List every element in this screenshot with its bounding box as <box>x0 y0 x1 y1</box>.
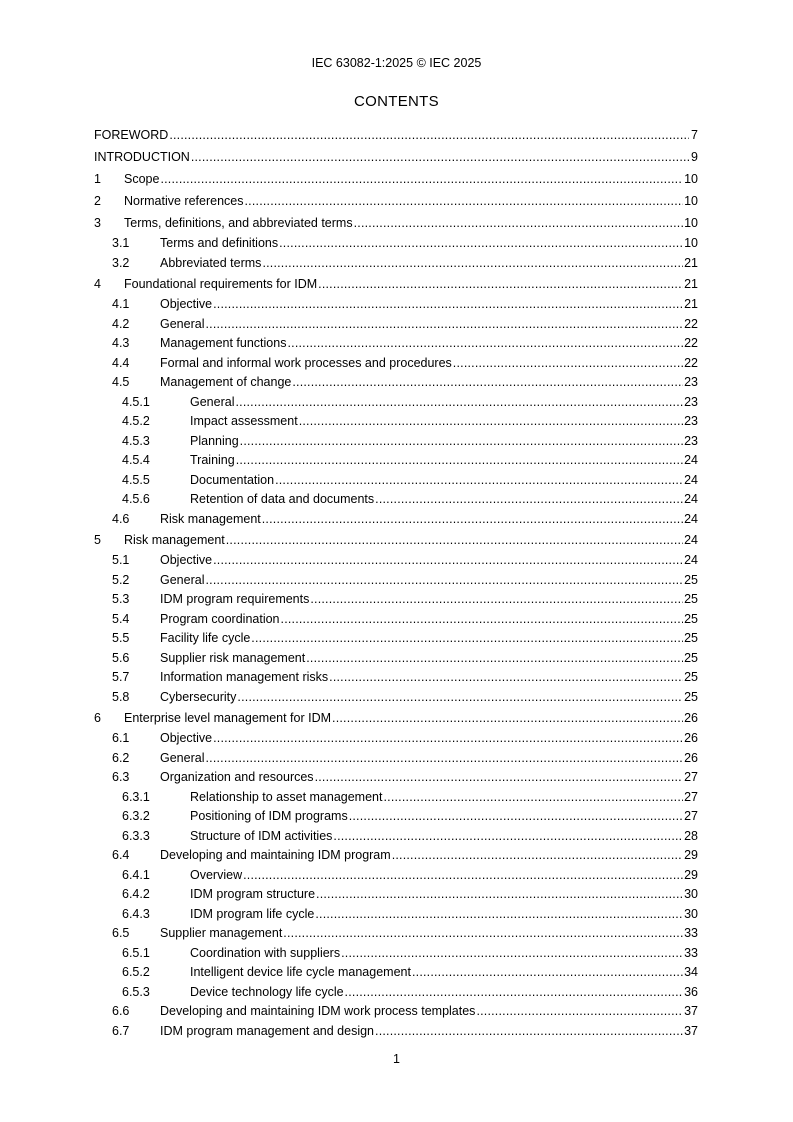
toc-entry[interactable] <box>94 1022 698 1042</box>
toc-entry-page: 25 <box>684 670 698 684</box>
toc-entry-title: Information management risks <box>160 670 329 684</box>
toc-entry-number: 4.3 <box>112 336 130 350</box>
toc-entry-title: General <box>160 572 205 587</box>
toc-entry-title: Formal and informal work processes and procedures <box>160 355 452 370</box>
toc-entry-number: 5.1 <box>112 553 130 567</box>
toc-entry-number: 4.5.4 <box>122 453 150 467</box>
toc-entry-title: Management functions <box>160 336 287 350</box>
toc-entry-page: 10 <box>684 194 698 208</box>
toc-entry[interactable] <box>94 963 698 983</box>
toc-entry-page: 24 <box>684 533 698 547</box>
toc-entry-number: 4.5.6 <box>122 492 150 506</box>
toc-entry-number: 6.6 <box>112 1004 130 1018</box>
dot-leader <box>332 707 683 729</box>
toc-entry-title: Coordination with suppliers <box>190 945 341 960</box>
dot-leader <box>262 254 683 274</box>
toc-entry-page: 36 <box>684 984 698 999</box>
toc-entry-page: 21 <box>684 255 698 270</box>
toc-entry-number: 4.5.5 <box>122 472 150 487</box>
toc-entry-title: General <box>190 394 235 409</box>
toc-entry[interactable] <box>94 729 698 749</box>
dot-leader <box>213 551 683 571</box>
toc-entry-title: IDM program requirements <box>160 592 310 606</box>
toc-entry-number: 4.5.1 <box>122 394 150 409</box>
toc-entry-page: 25 <box>684 650 698 665</box>
toc-entry-number: 6.3 <box>112 770 130 784</box>
toc-entry-page: 37 <box>684 1023 698 1038</box>
dot-leader <box>191 146 689 168</box>
page-number: 1 <box>393 1052 400 1066</box>
toc-entry[interactable] <box>94 168 698 190</box>
toc-entry-title: Objective <box>160 731 213 745</box>
toc-entry-title: Relationship to asset management <box>190 789 383 804</box>
toc-entry-title: Objective <box>160 297 213 311</box>
toc-entry[interactable] <box>94 866 698 886</box>
toc-entry-number: 4 <box>94 277 101 291</box>
toc-entry-title: Abbreviated terms <box>160 255 262 270</box>
toc-entry[interactable] <box>94 451 698 471</box>
toc-entry-title: Structure of IDM activities <box>190 828 333 843</box>
toc-entry[interactable] <box>94 590 698 610</box>
toc-entry-number: 6.3.3 <box>122 828 150 843</box>
toc-entry-page: 25 <box>684 572 698 587</box>
toc-entry[interactable] <box>94 649 698 669</box>
toc-entry-number: 2 <box>94 194 101 208</box>
toc-entry[interactable] <box>94 295 698 315</box>
toc-entry-page: 7 <box>691 128 698 142</box>
toc-entry-title: Cybersecurity <box>160 689 237 704</box>
toc-entry-page: 24 <box>684 472 698 487</box>
toc-entry-page: 10 <box>684 236 698 250</box>
toc-entry-number: 5.2 <box>112 572 130 587</box>
toc-entry-page: 10 <box>684 172 698 186</box>
toc-entry[interactable] <box>94 254 698 274</box>
dot-leader <box>349 807 683 827</box>
toc-entry-page: 25 <box>684 689 698 704</box>
toc-entry-number: 6.4.2 <box>122 887 150 901</box>
toc-entry-number: 3.2 <box>112 255 130 270</box>
toc-entry-page: 25 <box>684 631 698 645</box>
toc-entry[interactable] <box>94 146 698 168</box>
toc-entry-number: 4.5.3 <box>122 433 150 448</box>
toc-entry-number: 6.3.1 <box>122 789 150 804</box>
dot-leader <box>316 885 683 905</box>
toc-entry-title: Overview <box>190 867 243 882</box>
dot-leader <box>205 315 683 335</box>
toc-entry[interactable] <box>94 749 698 769</box>
toc-entry-title: Positioning of IDM programs <box>190 809 348 823</box>
toc-entry-page: 23 <box>684 433 698 448</box>
toc-entry-page: 27 <box>684 789 698 804</box>
toc-entry-number: 6.3.2 <box>122 809 150 823</box>
toc-entry-number: 5.7 <box>112 670 130 684</box>
toc-entry[interactable] <box>94 212 698 234</box>
toc-entry-title: Management of change <box>160 375 292 389</box>
toc-entry-number: 6.7 <box>112 1023 130 1038</box>
toc-entry[interactable] <box>94 707 698 729</box>
toc-entry-title: General <box>160 316 205 331</box>
toc-entry-page: 30 <box>684 887 698 901</box>
toc-entry-page: 26 <box>684 750 698 765</box>
dot-leader <box>341 944 683 964</box>
toc-entry-page: 27 <box>684 770 698 784</box>
dot-leader <box>333 827 683 847</box>
toc-entry-page: 22 <box>684 355 698 370</box>
toc-entry-page: 10 <box>684 216 698 230</box>
toc-entry-page: 30 <box>684 906 698 921</box>
toc-entry-title: Retention of data and documents <box>190 492 375 506</box>
toc-entry-title: Terms and definitions <box>160 236 279 250</box>
toc-entry-page: 27 <box>684 809 698 823</box>
toc-entry-number: 5.5 <box>112 631 130 645</box>
toc-entry-page: 25 <box>684 611 698 626</box>
toc-entry-number: 6.5.3 <box>122 984 150 999</box>
dot-leader <box>392 846 683 866</box>
toc-entry-title: Organization and resources <box>160 770 314 784</box>
dot-leader <box>283 924 683 944</box>
toc-entry-title: FOREWORD <box>94 128 169 142</box>
toc-entry-title: Documentation <box>190 472 275 487</box>
toc-entry-title: Enterprise level management for IDM <box>124 711 332 725</box>
toc-entry-title: Foundational requirements for IDM <box>124 277 318 291</box>
toc-entry[interactable] <box>94 846 698 866</box>
toc-entry[interactable] <box>94 393 698 413</box>
toc-entry-number: 4.1 <box>112 297 130 311</box>
toc-entry-page: 33 <box>684 926 698 940</box>
toc-entry-page: 23 <box>684 394 698 409</box>
dot-leader <box>306 649 683 669</box>
toc-entry-number: 4.6 <box>112 511 130 526</box>
toc-entry[interactable] <box>94 944 698 964</box>
toc-entry[interactable] <box>94 551 698 571</box>
dot-leader <box>315 905 683 925</box>
toc-entry[interactable] <box>94 905 698 925</box>
dot-leader <box>245 190 684 212</box>
toc-entry-page: 24 <box>684 511 698 526</box>
dot-leader <box>169 124 689 146</box>
toc-entry[interactable] <box>94 190 698 212</box>
dot-leader <box>315 768 684 788</box>
toc-entry-title: Device technology life cycle <box>190 984 344 999</box>
toc-entry-page: 22 <box>684 316 698 331</box>
toc-entry[interactable] <box>94 471 698 491</box>
toc-entry-page: 23 <box>684 414 698 428</box>
dot-leader <box>287 334 683 354</box>
toc-entry[interactable] <box>94 315 698 335</box>
toc-entry-page: 21 <box>684 277 698 291</box>
toc-entry-number: 5.8 <box>112 689 130 704</box>
toc-entry-number: 4.2 <box>112 316 130 331</box>
toc-entry-page: 25 <box>684 592 698 606</box>
toc-entry-title: IDM program life cycle <box>190 906 315 921</box>
toc-entry-number: 5.4 <box>112 611 130 626</box>
toc-entry-page: 37 <box>684 1004 698 1018</box>
dot-leader <box>318 273 683 295</box>
toc-entry-number: 6.4.3 <box>122 906 150 921</box>
toc-entry[interactable] <box>94 354 698 374</box>
toc-entry[interactable] <box>94 629 698 649</box>
toc-entry-number: 4.5.2 <box>122 414 150 428</box>
toc-entry-number: 5.3 <box>112 592 130 606</box>
toc-entry-title: Risk management <box>160 511 261 526</box>
toc-entry[interactable] <box>94 983 698 1003</box>
toc-entry-number: 6.1 <box>112 731 130 745</box>
toc-entry-number: 4.4 <box>112 355 130 370</box>
toc-entry-number: 6.4.1 <box>122 867 150 882</box>
toc-entry[interactable] <box>94 807 698 827</box>
dot-leader <box>354 212 684 234</box>
toc-entry-page: 21 <box>684 297 698 311</box>
toc-entry[interactable] <box>94 432 698 452</box>
toc-entry-number: 6.5 <box>112 926 130 940</box>
toc-entry-page: 22 <box>684 336 698 350</box>
toc-entry-title: Training <box>190 453 235 467</box>
toc-entry-title: IDM program management and design <box>160 1023 375 1038</box>
toc-entry-page: 29 <box>684 867 698 882</box>
dot-leader <box>299 412 683 432</box>
toc-entry-number: 1 <box>94 172 101 186</box>
dot-leader <box>275 471 683 491</box>
toc-entry-page: 24 <box>684 453 698 467</box>
dot-leader <box>226 529 683 551</box>
dot-leader <box>279 234 683 254</box>
toc-entry-page: 26 <box>684 731 698 745</box>
toc-entry[interactable] <box>94 334 698 354</box>
toc-entry-number: 4.5 <box>112 375 130 389</box>
dot-leader <box>243 866 683 886</box>
dot-leader <box>262 510 683 530</box>
toc-entry-page: 26 <box>684 711 698 725</box>
toc-entry-title: Scope <box>124 172 160 186</box>
dot-leader <box>235 393 683 413</box>
toc-entry-page: 23 <box>684 375 698 389</box>
toc-entry[interactable] <box>94 827 698 847</box>
dot-leader <box>205 571 683 591</box>
toc-entry-title: Planning <box>190 433 239 448</box>
toc-entry-number: 5.6 <box>112 650 130 665</box>
toc-entry-title: Facility life cycle <box>160 631 251 645</box>
table-of-contents <box>94 124 698 1041</box>
toc-entry[interactable] <box>94 610 698 630</box>
toc-entry-title: Impact assessment <box>190 414 298 428</box>
toc-entry-title: General <box>160 750 205 765</box>
toc-entry[interactable] <box>94 373 698 393</box>
dot-leader <box>329 668 683 688</box>
toc-entry-title: IDM program structure <box>190 887 316 901</box>
toc-entry[interactable] <box>94 490 698 510</box>
toc-entry-title: INTRODUCTION <box>94 150 190 164</box>
dot-leader <box>453 354 683 374</box>
toc-entry-title: Normative references <box>124 194 244 208</box>
toc-entry[interactable] <box>94 924 698 944</box>
toc-entry-page: 28 <box>684 828 698 843</box>
dot-leader <box>345 983 684 1003</box>
toc-entry-title: Intelligent device life cycle management <box>190 965 411 979</box>
dot-leader <box>160 168 683 190</box>
toc-entry-title: Objective <box>160 553 213 567</box>
contents-title: CONTENTS <box>354 93 439 110</box>
toc-entry-number: 6.5.2 <box>122 965 150 979</box>
dot-leader <box>213 729 683 749</box>
dot-leader <box>476 1002 683 1022</box>
dot-leader <box>240 432 683 452</box>
toc-entry[interactable] <box>94 234 698 254</box>
toc-entry-title: Supplier risk management <box>160 650 306 665</box>
toc-entry-page: 24 <box>684 492 698 506</box>
dot-leader <box>375 490 683 510</box>
toc-entry[interactable] <box>94 529 698 551</box>
dot-leader <box>205 749 683 769</box>
dot-leader <box>310 590 683 610</box>
dot-leader <box>292 373 683 393</box>
toc-entry-title: Program coordination <box>160 611 280 626</box>
toc-entry-page: 33 <box>684 945 698 960</box>
document-header: IEC 63082-1:2025 © IEC 2025 <box>311 56 482 70</box>
toc-entry-number: 5 <box>94 533 101 547</box>
toc-entry-title: Supplier management <box>160 926 283 940</box>
toc-entry[interactable] <box>94 885 698 905</box>
toc-entry[interactable] <box>94 124 698 146</box>
dot-leader <box>375 1022 683 1042</box>
toc-entry[interactable] <box>94 571 698 591</box>
toc-entry-number: 6 <box>94 711 101 725</box>
toc-entry[interactable] <box>94 668 698 688</box>
dot-leader <box>236 451 683 471</box>
dot-leader <box>251 629 683 649</box>
toc-entry-title: Terms, definitions, and abbreviated terms <box>124 216 353 230</box>
toc-entry-number: 6.5.1 <box>122 945 150 960</box>
toc-entry-page: 9 <box>691 150 698 164</box>
toc-entry-number: 6.2 <box>112 750 130 765</box>
toc-entry-page: 34 <box>684 965 698 979</box>
toc-entry-page: 24 <box>684 553 698 567</box>
dot-leader <box>281 610 684 630</box>
toc-entry-title: Developing and maintaining IDM work process templates <box>160 1004 476 1018</box>
toc-entry[interactable] <box>94 788 698 808</box>
toc-entry-page: 29 <box>684 848 698 862</box>
toc-entry-title: Developing and maintaining IDM program <box>160 848 391 862</box>
toc-entry[interactable] <box>94 768 698 788</box>
dot-leader <box>237 688 683 708</box>
toc-entry[interactable] <box>94 273 698 295</box>
toc-entry-number: 6.4 <box>112 848 130 862</box>
toc-entry[interactable] <box>94 1002 698 1022</box>
toc-entry[interactable] <box>94 412 698 432</box>
toc-entry[interactable] <box>94 510 698 530</box>
toc-entry-number: 3.1 <box>112 236 130 250</box>
toc-entry-title: Risk management <box>124 533 225 547</box>
dot-leader <box>213 295 683 315</box>
toc-entry-number: 3 <box>94 216 101 230</box>
dot-leader <box>383 788 683 808</box>
toc-entry[interactable] <box>94 688 698 708</box>
dot-leader <box>412 963 683 983</box>
